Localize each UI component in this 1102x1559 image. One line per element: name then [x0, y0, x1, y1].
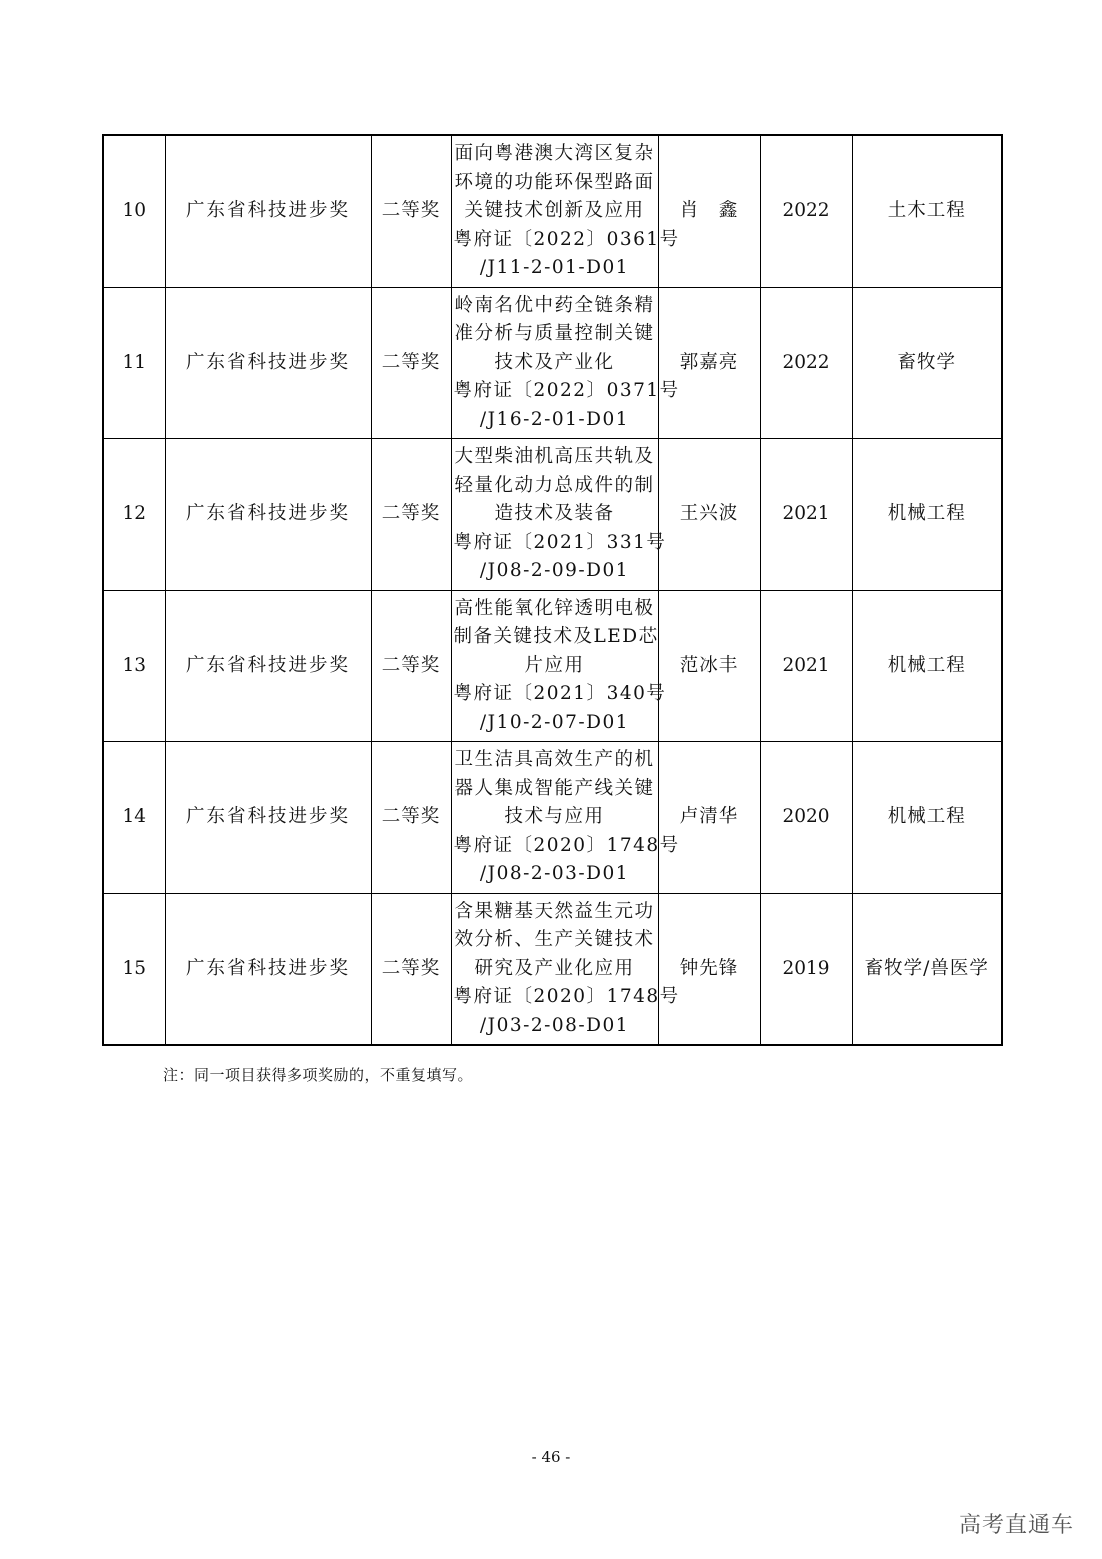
row-index: 12: [103, 439, 165, 591]
project-line: 器人集成智能产线关键: [454, 777, 655, 799]
table-footnote: 注：同一项目获得多项奖励的，不重复填写。: [163, 1066, 474, 1084]
table-row: [103, 893, 1002, 1045]
award-year: 2022: [760, 135, 852, 287]
award-name: 广东省科技进步奖: [165, 135, 371, 287]
person-name: 王兴波: [658, 439, 760, 591]
page-number: - 46 -: [531, 1448, 571, 1466]
table-row: [103, 287, 1002, 439]
discipline: 畜牧学/兽医学: [852, 893, 1002, 1045]
awards-table-body: [103, 135, 1002, 1045]
project-line: /J08-2-09-D01: [479, 560, 630, 581]
project-info: [451, 893, 680, 1045]
project-info: [451, 590, 667, 742]
project-line: 技术及产业化: [494, 351, 615, 373]
award-year: 2021: [760, 439, 852, 591]
project-info: [451, 135, 680, 287]
project-line: 卫生洁具高效生产的机: [454, 749, 655, 770]
table-row: [103, 439, 1002, 591]
project-line: 粤府证〔2022〕0361号: [453, 228, 680, 250]
project-line: 岭南名优中药全链条精: [454, 294, 655, 316]
person-name: 郭嘉亮: [658, 287, 760, 439]
project-line: 粤府证〔2020〕1748号: [453, 834, 680, 856]
discipline: 畜牧学: [852, 287, 1002, 439]
row-index: 15: [103, 893, 165, 1045]
project-line: 高性能氧化锌透明电极: [454, 597, 655, 619]
award-year: 2021: [760, 590, 852, 742]
project-line: 环境的功能环保型路面: [454, 171, 655, 193]
project-line: /J16-2-01-D01: [479, 408, 630, 430]
project-line: 研究及产业化应用: [474, 957, 635, 979]
award-grade: 二等奖: [371, 287, 451, 439]
discipline: 机械工程: [852, 439, 1002, 591]
discipline: 土木工程: [852, 135, 1002, 287]
person-name: 钟先锋: [658, 893, 760, 1045]
project-line: /J10-2-07-D01: [479, 711, 630, 733]
award-year: 2020: [760, 742, 852, 894]
project-line: 造技术及装备: [494, 503, 615, 524]
awards-table: [102, 134, 1003, 1046]
award-grade: 二等奖: [371, 439, 451, 591]
project-line: 粤府证〔2020〕1748号: [453, 986, 680, 1007]
discipline: 机械工程: [852, 590, 1002, 742]
project-line: 大型柴油机高压共轨及: [454, 446, 655, 467]
award-grade: 二等奖: [371, 893, 451, 1045]
award-name: 广东省科技进步奖: [165, 287, 371, 439]
project-line: 准分析与质量控制关键: [454, 323, 655, 344]
award-grade: 二等奖: [371, 590, 451, 742]
row-index: 10: [103, 135, 165, 287]
award-name: 广东省科技进步奖: [165, 590, 371, 742]
row-index: 11: [103, 287, 165, 439]
person-name: 卢清华: [658, 742, 760, 894]
person-name: 范冰丰: [658, 590, 760, 742]
person-name: 肖 鑫: [658, 135, 760, 287]
award-grade: 二等奖: [371, 135, 451, 287]
row-index: 14: [103, 742, 165, 894]
discipline: 机械工程: [852, 742, 1002, 894]
project-info: [451, 439, 667, 591]
project-line: /J03-2-08-D01: [479, 1014, 630, 1036]
project-line: 制备关键技术及LED芯: [453, 626, 659, 647]
project-line: /J11-2-01-D01: [479, 257, 630, 278]
project-line: 轻量化动力总成件的制: [454, 474, 655, 496]
project-line: 技术与应用: [504, 806, 605, 827]
table-row: [103, 590, 1002, 742]
project-info: [451, 287, 680, 439]
award-name: 广东省科技进步奖: [165, 439, 371, 591]
project-line: 片应用: [524, 654, 585, 676]
award-year: 2019: [760, 893, 852, 1045]
project-line: 面向粤港澳大湾区复杂: [454, 143, 655, 164]
project-line: /J08-2-03-D01: [479, 863, 630, 884]
row-index: 13: [103, 590, 165, 742]
award-grade: 二等奖: [371, 742, 451, 894]
watermark-text: 高考直通车: [958, 1513, 1074, 1538]
project-line: 含果糖基天然益生元功: [454, 900, 655, 922]
project-line: 关键技术创新及应用: [464, 200, 645, 221]
project-line: 粤府证〔2022〕0371号: [453, 380, 680, 401]
table-row: [103, 135, 1002, 287]
project-info: [451, 742, 680, 894]
project-line: 粤府证〔2021〕331号: [453, 531, 667, 553]
award-name: 广东省科技进步奖: [165, 742, 371, 894]
award-year: 2022: [760, 287, 852, 439]
project-line: 效分析、生产关键技术: [454, 929, 655, 950]
table-row: [103, 742, 1002, 894]
award-name: 广东省科技进步奖: [165, 893, 371, 1045]
project-line: 粤府证〔2021〕340号: [453, 683, 667, 704]
